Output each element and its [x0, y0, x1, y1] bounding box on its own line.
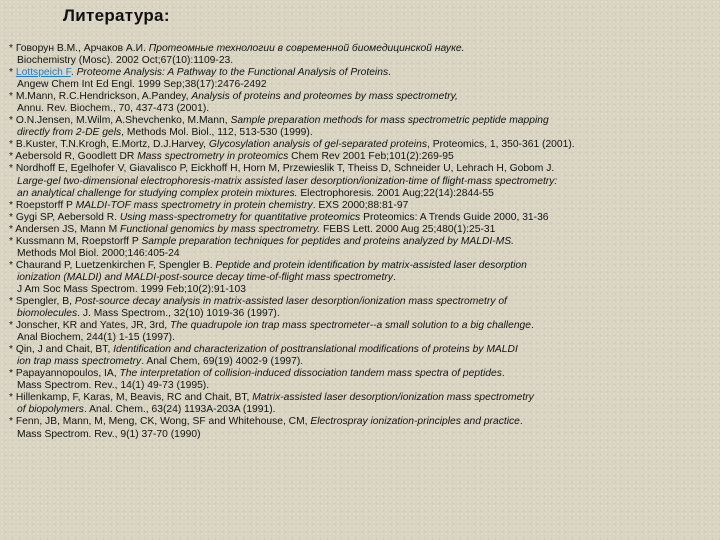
reference-line: * Qin, J and Chait, BT, Identification and characterization of posttranslational modifications of proteins by MALDI	[9, 344, 518, 356]
reference-line: * Nordhoff E, Egelhofer V, Giavalisco P, Eickhoff H, Horn M, Przewieslik T, Theiss D, Schneider U, Lehrach H, Gobom J.	[9, 163, 555, 175]
page-title: Литература:	[63, 6, 170, 25]
reference-line: an analytical challenge for studying complex protein mixtures. Electrophoresis. 2001 Aug;22(14):2844-55	[17, 187, 494, 199]
reference-line: directly from 2-DE gels, Methods Mol. Biol., 112, 513-530 (1999).	[17, 127, 313, 139]
reference-line: * Andersen JS, Mann M Functional genomics by mass spectrometry. FEBS Lett. 2000 Aug 25;480(1):25-31	[9, 223, 496, 235]
author-link[interactable]: Lottspeich F	[15, 67, 71, 79]
reference-line: of biopolymers. Anal. Chem., 63(24) 1193A-203A (1991).	[17, 404, 276, 416]
reference-line: Biochemistry (Mosc). 2002 Oct;67(10):1109-23.	[17, 55, 234, 67]
reference-line: * B.Kuster, T.N.Krogh, E.Mortz, D.J.Harvey, Glycosylation analysis of gel-separated proteins, Proteomics, 1, 350-361 (2001).	[9, 139, 575, 151]
reference-line: Angew Chem Int Ed Engl. 1999 Sep;38(17):2476-2492	[17, 79, 267, 91]
reference-line: Annu. Rev. Biochem., 70, 437-473 (2001).	[17, 103, 210, 115]
reference-line: Mass Spectrom. Rev., 14(1) 49-73 (1995).	[17, 380, 210, 392]
reference-line: * Chaurand P, Luetzenkirchen F, Spengler B. Peptide and protein identification by matrix-assisted laser desorption	[9, 259, 527, 271]
reference-line: * M.Mann, R.C.Hendrickson, A.Pandey, Analysis of proteins and proteomes by mass spectrometry,	[9, 91, 458, 103]
reference-line: * Kussmann M, Roepstorff P Sample preparation techniques for peptides and proteins analyzed by MALDI-MS.	[9, 235, 515, 247]
reference-line: * Aebersold R, Goodlett DR Mass spectrometry in proteomics Chem Rev 2001 Feb;101(2):269-95	[9, 151, 454, 163]
reference-line: Mass Spectrom. Rev., 9(1) 37-70 (1990)	[17, 428, 201, 440]
reference-line: * Lottspeich F. Proteome Analysis: A Pathway to the Functional Analysis of Proteins.	[9, 67, 391, 79]
reference-line: * Papayannopoulos, IA, The interpretation of collision-induced dissociation tandem mass spectra of peptides.	[9, 368, 505, 380]
reference-line: * Hillenkamp, F, Karas, M, Beavis, RC and Chait, BT, Matrix-assisted laser desorption/ionization mass spectrometry	[9, 392, 534, 404]
reference-line: Methods Mol Biol. 2000;146:405-24	[17, 247, 180, 259]
reference-line: * Gygi SP, Aebersold R. Using mass-spectrometry for quantitative proteomics Proteomics: A Trends Guide 2000, 31-36	[9, 211, 549, 223]
reference-line: ion trap mass spectrometry. Anal Chem, 69(19) 4002-9 (1997).	[17, 356, 304, 368]
reference-line: * Fenn, JB, Mann, M, Meng, CK, Wong, SF and Whitehouse, CM, Electrospray ionization-principles and practice.	[9, 416, 523, 428]
reference-line: * O.N.Jensen, M.Wilm, A.Shevchenko, M.Mann, Sample preparation methods for mass spectrometric peptide mapping	[9, 115, 549, 127]
reference-line: Large-gel two-dimensional electrophoresis-matrix assisted laser desorption/ionization-time of flight-mass spectrometry:	[17, 175, 558, 187]
reference-line: biomolecules. J. Mass Spectrom., 32(10) 1019-36 (1997).	[17, 308, 280, 320]
reference-line: Anal Biochem, 244(1) 1-15 (1997).	[17, 332, 175, 344]
reference-line: * Jonscher, KR and Yates, JR, 3rd, The quadrupole ion trap mass spectrometer--a small solution to a big challenge.	[9, 320, 534, 332]
reference-line: ionization (MALDI) and MALDI-post-source decay time-of-flight mass spectrometry.	[17, 271, 396, 283]
reference-line: * Говорун В.М., Арчаков А.И. Протеомные технологии в современной биомедицинской науке.	[9, 43, 465, 54]
reference-line: * Roepstorff P MALDI-TOF mass spectrometry in protein chemistry. EXS 2000;88:81-97	[9, 199, 409, 211]
reference-line: * Spengler, B, Post-source decay analysis in matrix-assisted laser desorption/ionization mass spectrometry of	[9, 295, 507, 307]
reference-list	[9, 43, 715, 441]
reference-line: J Am Soc Mass Spectrom. 1999 Feb;10(2):91-103	[17, 283, 246, 295]
